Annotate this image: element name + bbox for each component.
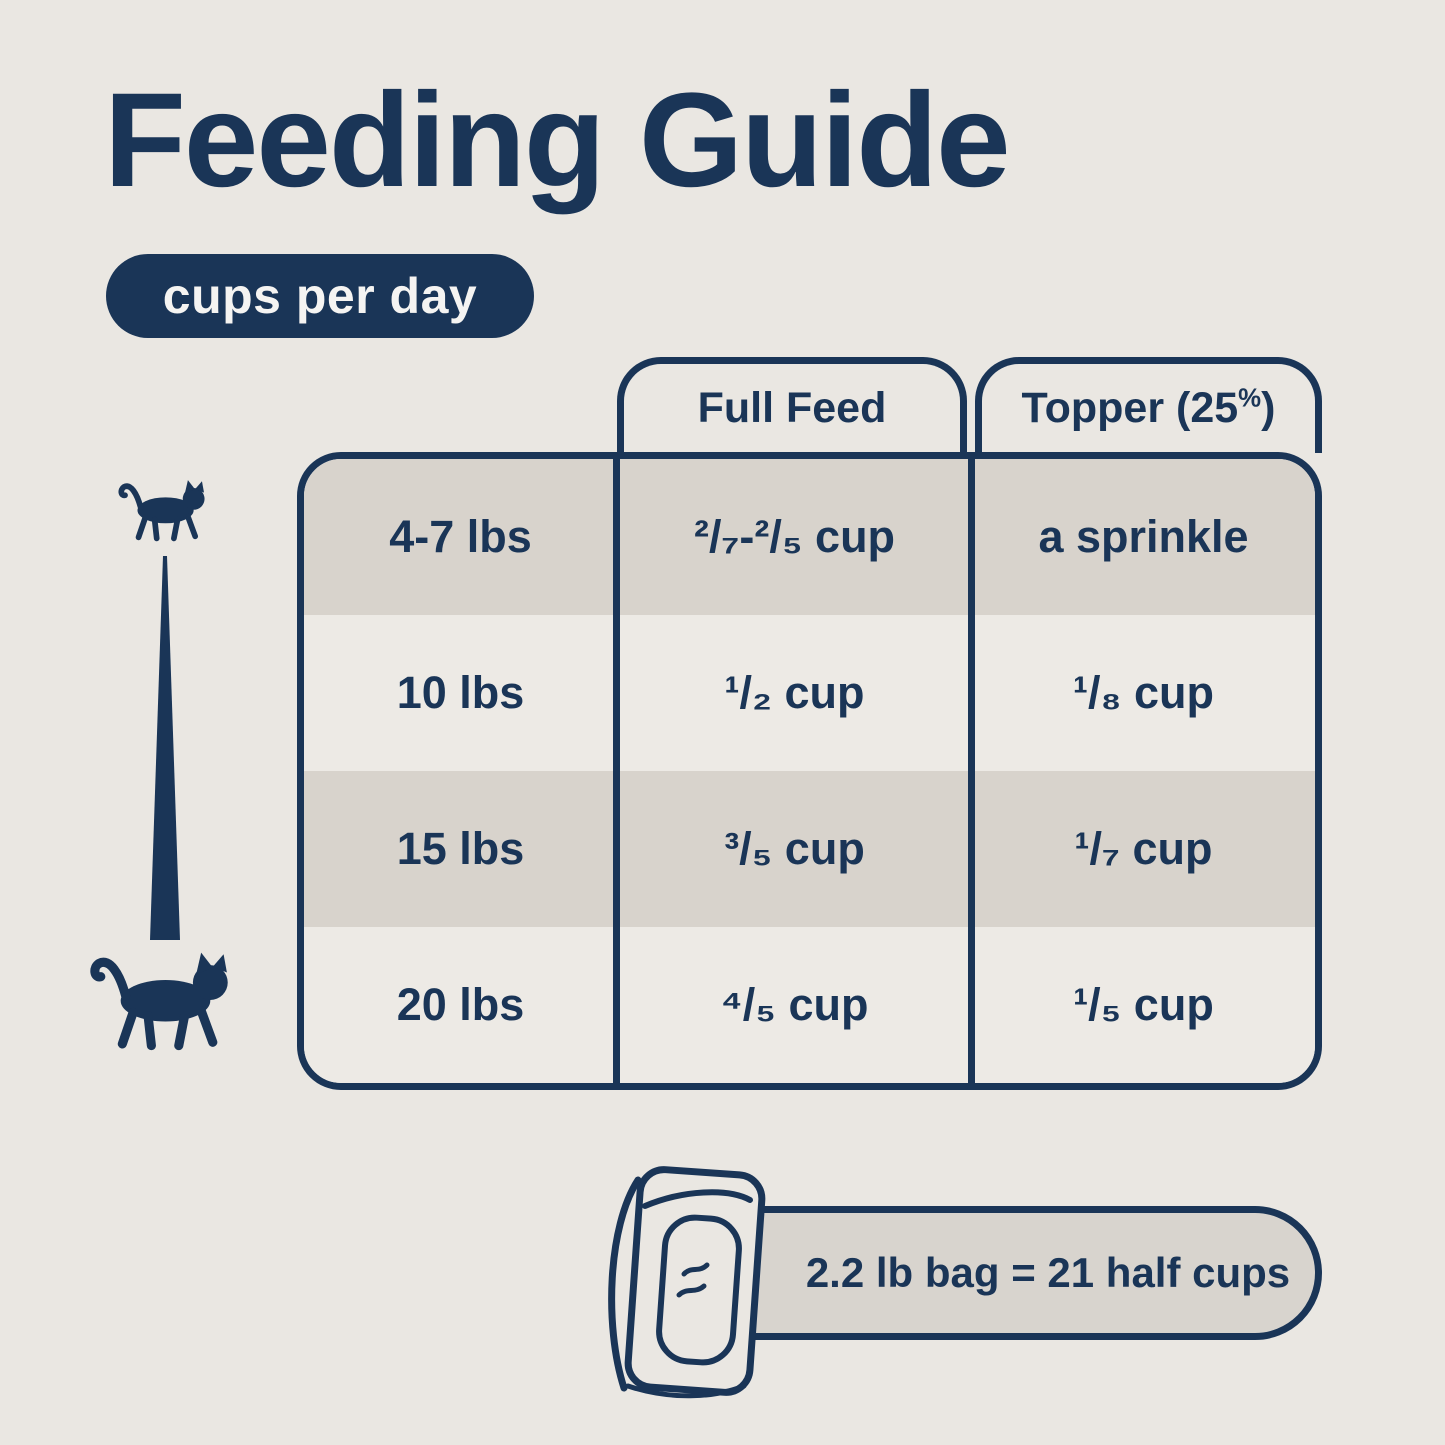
table-row (304, 615, 1315, 771)
column-divider (613, 459, 620, 1083)
food-bag-icon (578, 1146, 773, 1401)
full-feed-cell: ²/₇-²/₅ cup (693, 511, 896, 562)
topper-label: Topper (25%) (1021, 384, 1276, 432)
page-title: Feeding Guide (104, 66, 1009, 215)
small-cat-icon (112, 476, 216, 545)
column-header-full-feed (617, 357, 967, 453)
topper-cell: ¹/₇ cup (1074, 823, 1213, 874)
full-feed-label: Full Feed (697, 384, 887, 432)
weight-cell: 15 lbs (396, 823, 525, 874)
size-scale-wedge (148, 556, 182, 940)
weight-cell: 20 lbs (396, 979, 525, 1030)
weight-cell: 10 lbs (396, 667, 525, 718)
column-divider (968, 459, 975, 1083)
cups-per-day-badge (106, 254, 534, 338)
full-feed-cell: ¹/₂ cup (724, 667, 865, 718)
large-cat-icon (80, 946, 246, 1056)
column-header-topper (975, 357, 1322, 453)
topper-cell: ¹/₅ cup (1073, 979, 1214, 1030)
cups-per-day-label: cups per day (162, 268, 478, 324)
table-row (304, 459, 1315, 615)
bag-yield-label: 2.2 lb bag = 21 half cups (805, 1249, 1291, 1296)
bag-yield-pill (726, 1206, 1322, 1340)
full-feed-cell: ³/₅ cup (724, 823, 865, 874)
table-row (304, 771, 1315, 927)
topper-cell: ¹/₈ cup (1072, 667, 1215, 718)
full-feed-cell: ⁴/₅ cup (720, 979, 869, 1030)
topper-cell: a sprinkle (1038, 511, 1249, 562)
table-row (304, 927, 1315, 1083)
weight-cell: 4-7 lbs (389, 511, 532, 562)
feeding-table (297, 452, 1322, 1090)
